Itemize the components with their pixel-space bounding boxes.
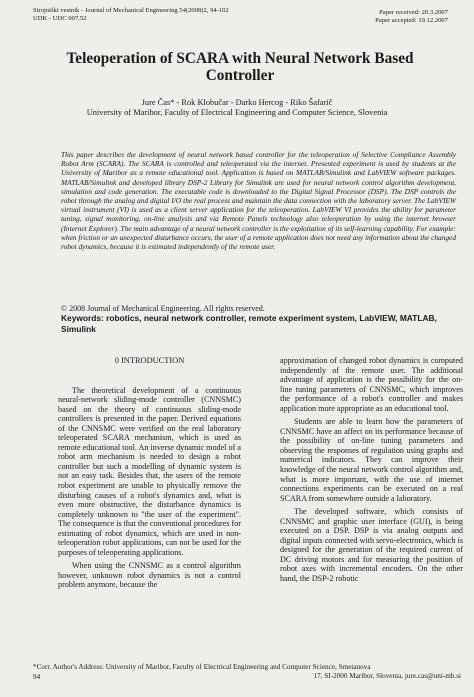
paragraph: The developed software, which consists of CNNSMC and graphic user interface (GUI), is being executed on a DSP. DSP is via analog outputs and digital inputs connected with servo-electronics, which is designed for the generation of the required current of DC driving motors and for measuring the position of robot axes with incremental encoders. On the other hand, the DSP-2 robotic (280, 507, 463, 584)
paragraph: When using the CNNSMC as a control algorithm however, unknown robot dynamics is not a control problem anymore, because the (58, 561, 241, 590)
received-date: Paper received: 20.3.2007 (379, 9, 448, 16)
paragraph: Students are able to learn how the parameters of CNNSMC have an affect on its performance because of the possibility of on-line tuning parameters and observing the responses of regulation using graphs and numerical indicators. They can improve their knowledge of the neural network control algorithm and, what is more important, with the use of internet connections experiments can be executed on a real SCARA from somewhere outside a laboratory. (280, 417, 463, 503)
keywords: Keywords: robotics, neural network controller, remote experiment system, LabVIEW, MATLAB, Simulink (61, 313, 437, 334)
affiliation: University of Maribor, Faculty of Electrical Engineering and Computer Science, Slovenia (86, 108, 388, 117)
section-heading: 0 INTRODUCTION (114, 356, 185, 365)
footnote (33, 663, 461, 681)
journal-header (33, 7, 229, 23)
left-column (58, 356, 241, 590)
footnote-line-1: *Corr. Author's Address: University of Maribor, Faculty of Electrical Engineering and Computer Science, Smetanova (33, 663, 371, 671)
abstract: This paper describes the development of neural network based controller for the teleoperation of Selective Compliance Assembly Robot Arm (SCARA). The SCARA is controlled and teleoperated via the internet. Presented experiment is used by students at the University of Maribor as a remote educational tool. Application is based on MATLAB/Simulink and LabVIEW software packages. MATLAB/Simulink and developed library DSP-2 Library for Simulink are used for neural network control algorithm development, simulation and code generation. The executable code is downloaded to the Digital Signal Processor (DSP). The DSP controls the robot through the analog and digital I/O the real process and maintain the data connection with the laboratory server. The LabVIEW virtual instrument (VI) is used as a client server application for the teleoperation. LabVIEW VI provides the ability for parameter tuning, signal monitoring, on-line analysis and via Remote Panels technology also teleoperation by using the internet browser (Internet Explorer). The main advantage of a neural network controller is the exploitation of its self-learning capability. For example: when friction or an unexpected disturbance occurs, the user of a remote application does not need any information about the changed robot dynamics, because it is estimated independently of the remote user. (61, 150, 456, 252)
udk-code: UDK - UDC 007.52 (33, 15, 87, 22)
journal-citation: Strojniški vestnik - Journal of Mechanical Engineering 54(2008)2, 94-102 (33, 7, 229, 14)
accepted-date: Paper accepted: 19.12.2007 (375, 17, 448, 24)
paragraph: The theoretical development of a continuous neural-network sliding-mode controller (CNNSMC) based on the theory of continuous sliding-mode controllers is presented in the paper. Derived equations of the CNNSMC were verified on the real laboratory teleoperated SCARA mechanism, which is used as remote educational tool. An inverse dynamic model of a robot arm mechanism is needed to design a robot controller but such a modelling of dynamic system is not an easy task. Besides that, the users of the remote robot experiment are unable to physically remove the disturbing causes of a robot's dynamics and, what is even more obstructive, the disturbance dynamics is completely unknown to "the user of the experiment". The consequence is that the conventional procedures for estimating of robot dynamics, which are used in non-teleoperation robot applications, can not be used for the purposes of teleoperating applications. (58, 385, 241, 557)
paragraph: approximation of changed robot dynamics is computed independently of the remote user. The additional advantage of application is the possibility for the on-line tuning parameters of CNNSMC, which improves the performance of a robot's controller and makes application more appropriate as an educational tool. (280, 356, 463, 413)
title-line-2: Controller (205, 67, 275, 84)
copyright: © 2008 Journal of Mechanical Engineering. All rights reserved. (61, 304, 265, 313)
title-line-1: Teleoperation of SCARA with Neural Network Based (66, 50, 414, 67)
footnote-line-2: 17, SI-2000 Maribor, Slovenia, jure.cas@uni-mb.si (313, 671, 461, 680)
page-number: 94 (33, 673, 41, 681)
right-column (280, 356, 463, 584)
paper-dates (375, 9, 448, 25)
paper-title (40, 50, 440, 84)
authors: Jure Čas* - Rok Klobučar - Darko Hercog - Riko Šafarič (141, 98, 333, 107)
